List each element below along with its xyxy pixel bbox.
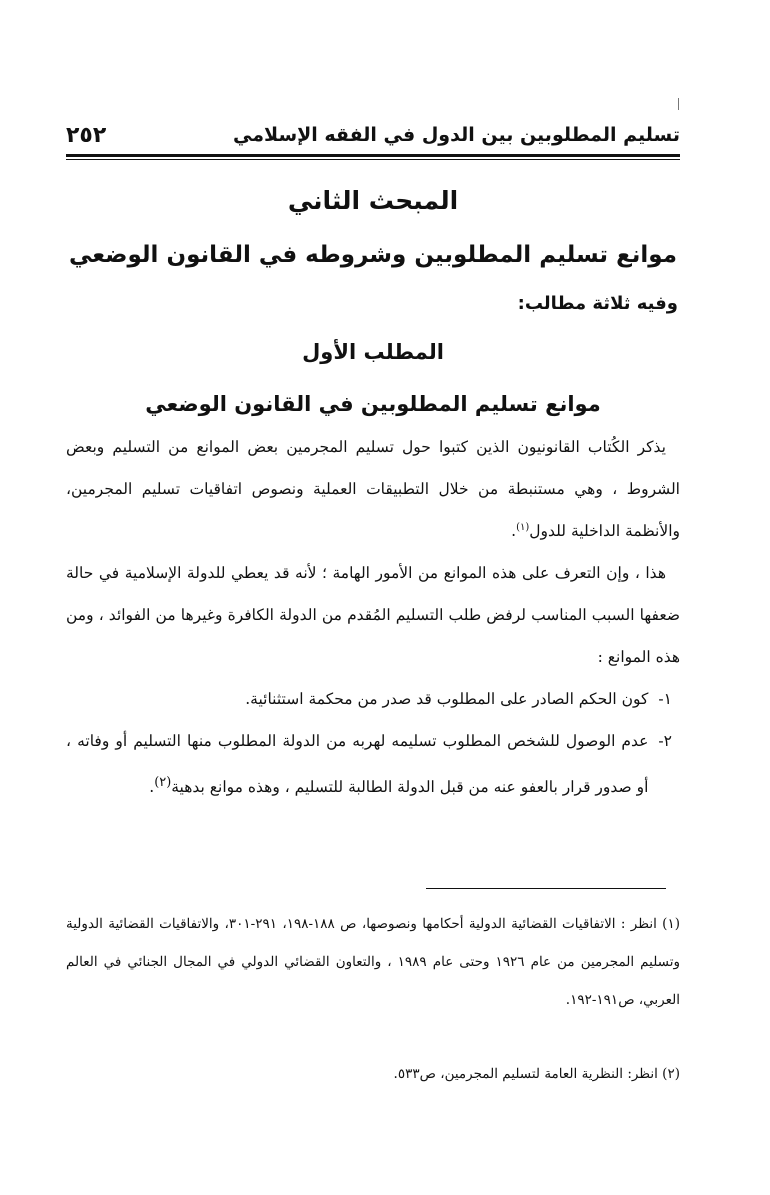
list-item-number: ١-	[658, 690, 672, 708]
footnote-ref-2: (٢)	[154, 775, 172, 790]
list-item-text: عدم الوصول للشخص المطلوب تسليمه لهربه من الدولة المطلوب منها التسليم أو وفاته ، أو صدور قرار بالعفو عنه من قبل الدولة الطالبة للتسليم ، وهذه موانع بدهية	[66, 732, 649, 797]
header-rule-thick	[66, 154, 680, 157]
main-title: موانع تسليم المطلوبين وشروطه في القانون الوضعي	[69, 242, 677, 268]
paragraph-1	[66, 426, 680, 552]
section-heading: المبحث الثاني	[287, 186, 459, 215]
list-item	[66, 720, 680, 808]
intro-line: وفيه ثلاثة مطالب:	[517, 293, 678, 314]
page-header	[66, 118, 680, 152]
footnote-ref-1: (١)	[516, 521, 530, 533]
footnote-separator	[426, 888, 666, 889]
paragraph-1-text: يذكر الكُتاب القانونيون الذين كتبوا حول تسليم المجرمين بعض الموانع من التسليم وبعض الشروط ، وهي مستنبطة من خلال التطبيقات العملية ونصوص اتفاقيات تسليم المجرمين، والأنظمة الداخلية للدول	[66, 438, 680, 540]
running-title: تسليم المطلوبين بين الدول في الفقه الإسلامي	[233, 124, 680, 146]
header-rule-thin	[66, 159, 680, 160]
paragraph-1-end: .	[511, 522, 517, 540]
page-number: ٢٥٢	[66, 122, 107, 148]
list-item-end: .	[149, 778, 155, 797]
subsection-heading: المطلب الأول	[302, 340, 444, 364]
list-item-body	[66, 720, 648, 808]
margin-mark	[678, 98, 679, 110]
list-item-text: كون الحكم الصادر على المطلوب قد صدر من محكمة استثنائية.	[245, 690, 649, 708]
list-item	[66, 678, 680, 720]
footnote-1: (١) انظر : الاتفاقيات القضائية الدولية أحكامها ونصوصها، ص ١٨٨-١٩٨، ٢٩١-٣٠١، والاتفاقيات القضائية الدولية وتسليم المجرمين من عام ١٩٢٦ وحتى عام ١٩٨٩ ، والتعاون القضائي الدولي في المجال الجنائي في العالم العربي، ص١٩١-١٩٢.	[66, 916, 680, 1008]
list-item-number: ٢-	[658, 732, 672, 750]
subsection-title: موانع تسليم المطلوبين في القانون الوضعي	[145, 392, 601, 416]
footnote-2: (٢) انظر: النظرية العامة لتسليم المجرمين، ص٥٣٣.	[393, 1066, 680, 1082]
paragraph-2: هذا ، وإن التعرف على هذه الموانع من الأمور الهامة ؛ لأنه قد يعطي للدولة الإسلامية في حالة ضعفها السبب المناسب لرفض طلب التسليم المُقدم من الدولة الكافرة وغيرها من الفوائد ، ومن هذه الموانع :	[66, 564, 680, 666]
